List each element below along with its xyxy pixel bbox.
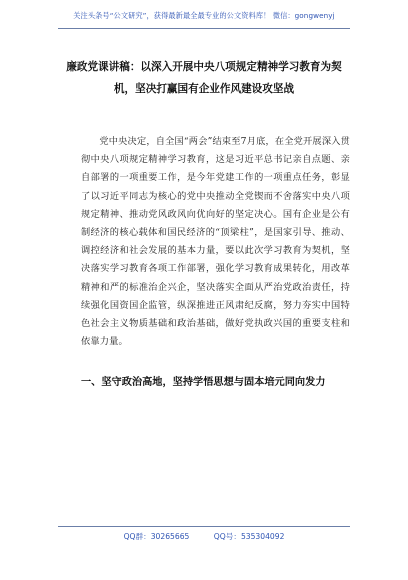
footer xyxy=(58,531,350,543)
header-divider xyxy=(58,28,350,29)
body-paragraph: 党中央决定，自全国“两会”结束至7月底，在全党开展深入贯彻中央八项规定精神学习教育，这是习近平总书记亲自点题、亲自部署的一项重要工作，是今年党建工作的一项重点任务，彰显了以习近平同志为核心的党中央推动全党锲而不舍落实中央八项规定精神、推动党风政风向优向好的坚定决心。国有企业是公有制经济的核心载体和国民经济的“顶梁柱”，是国家引导、推动、调控经济和社会发展的基本力量，要以此次学习教育为契机，坚决落实学习教育各项工作部署，强化学习教育成果转化，用改革精神和严的标准治企兴企，坚决落实全面从严治党政治责任，持续强化国资国企监管，纵深推进正风肃纪反腐，努力夯实中国特色社会主义物质基础和政治基础，做好党执政兴国的重要支柱和依靠力量。 xyxy=(81,136,350,348)
header-banner: 关注头条号“公文研究”，获得最新最全最专业的公文资料库！ 微信：gongwenyj xyxy=(73,11,335,20)
document-title: 廉政党课讲稿：以深入开展中央八项规定精神学习教育为契机，坚决打赢国有企业作风建设攻坚战 xyxy=(66,61,342,95)
footer-qq-group: QQ群：30265665 xyxy=(123,532,190,541)
footer-divider xyxy=(58,526,350,527)
footer-qq-number: QQ号：535304092 xyxy=(213,532,285,541)
section-heading: 一、坚守政治高地，坚持学悟思想与固本培元同向发力 xyxy=(81,377,326,388)
